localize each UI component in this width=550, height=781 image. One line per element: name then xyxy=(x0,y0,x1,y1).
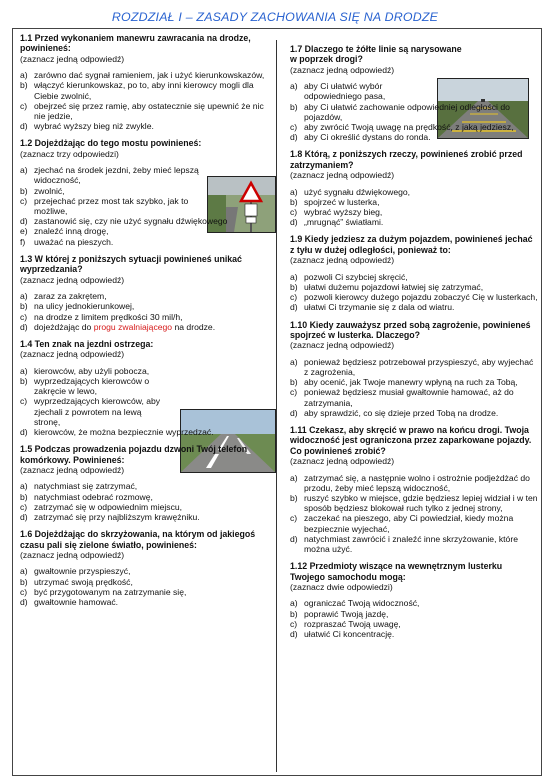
question-note: (zaznacz jedną odpowiedź) xyxy=(290,170,395,181)
answer-option[interactable]: d) aby sprawdzić, co się dzieje przed Tobą na drodze. xyxy=(290,407,499,418)
question-title: 1.4 Ten znak na jezdni ostrzega: xyxy=(20,338,154,349)
question-1-1 xyxy=(20,33,270,131)
question-note: (zaznacz jedną odpowiedź) xyxy=(290,255,395,266)
answer-option[interactable]: d) natychmiast zawrócić i znaleźć inne skrzyżowanie, które można użyć. xyxy=(290,533,518,554)
answer-option[interactable]: d) „mrugnąć” światłami. xyxy=(290,217,384,228)
question-note: (zaznacz jedną odpowiedź) xyxy=(20,349,125,360)
answer-option[interactable]: d) gwałtownie hamować. xyxy=(20,597,119,607)
question-1-12 xyxy=(290,561,538,639)
answer-option[interactable]: b) włączyć kierunkowskaz, po to, aby inni kierowcy mogli dla Ciebie zwolnić, xyxy=(20,80,254,101)
answer-option[interactable]: b) wyprzedzających kierowców o zakręcie w lewo, xyxy=(20,375,150,397)
question-1-4 xyxy=(20,339,270,437)
question-note: (zaznacz jedną odpowiedź) xyxy=(20,53,125,64)
answer-option[interactable]: c) zaczekać na pieszego, aby Ci powiedział, kiedy można bezpiecznie wyjechać, xyxy=(290,513,514,534)
question-title: 1.6 Dojeżdżając do skrzyżowania, na którym od jakiegoś czasu pali się zielone światło, powinieneś: xyxy=(20,529,256,550)
answer-option[interactable]: d) ułatwić Ci koncentrację. xyxy=(290,629,395,640)
answer-option[interactable]: e) znaleźć inną drogę, xyxy=(20,226,109,237)
answer-option[interactable]: a) zarówno dać sygnał ramieniem, jak i użyć kierunkowskazów, xyxy=(20,70,265,81)
answer-option[interactable]: c) zatrzymać się w odpowiednim miejscu, xyxy=(20,501,183,512)
answer-option[interactable]: d) dojeżdżając do progu zwalniającego na drodze. xyxy=(20,321,216,332)
question-note: (zaznacz jedną odpowiedź) xyxy=(20,464,125,475)
answer-option[interactable]: a) natychmiast się zatrzymać, xyxy=(20,481,138,492)
answer-option[interactable]: a) zaraz za zakrętem, xyxy=(20,291,107,302)
question-note: (zaznacz dwie odpowiedzi) xyxy=(290,582,393,592)
answer-option[interactable]: b) poprawić Twoją jazdę, xyxy=(290,608,389,619)
answer-option[interactable]: c) przejechać przez most tak szybko, jak to możliwe, xyxy=(20,195,189,217)
question-1-5 xyxy=(20,444,270,522)
answer-option[interactable]: a) gwałtownie przyspieszyć, xyxy=(20,566,131,577)
question-title: 1.9 Kiedy jedziesz za dużym pojazdem, powinieneś jechać z tyłu w dużej odległości, ponieważ to: xyxy=(290,234,533,255)
answer-option[interactable]: b) ułatwi dużemu pojazdowi łatwiej się zatrzymać, xyxy=(290,281,484,292)
answer-option[interactable]: d) zastanowić się, czy nie użyć sygnału dźwiękowego xyxy=(20,216,228,227)
answer-option[interactable]: c) na drodze z limitem prędkości 30 mil/h, xyxy=(20,311,183,322)
answer-option[interactable]: c) wyprzedzających kierowców, aby zjechali z powrotem na lewą stronę, xyxy=(20,396,161,427)
answer-option[interactable]: c) być przygotowanym na zatrzymanie się, xyxy=(20,586,187,597)
answer-option[interactable]: d) wybrać wyższy bieg niż zwykle. xyxy=(20,121,154,132)
answer-option[interactable]: f) uważać na pieszych. xyxy=(20,236,114,247)
answer-option[interactable]: b) ruszyć szybko w miejsce, gdzie będziesz lepiej widział i w ten sposób będziesz blokował ruch tylko z jednej strony, xyxy=(290,492,538,514)
answer-option[interactable]: c) aby zwrócić Twoją uwagę na prędkość, z jaką jedziesz, xyxy=(290,122,514,133)
question-title: 1.2 Dojeżdżając do tego mostu powinieneś: xyxy=(20,138,202,149)
question-note: (zaznacz jedną odpowiedź) xyxy=(20,549,125,560)
question-1-11 xyxy=(290,425,538,554)
question-title: 1.1 Przed wykonaniem manewru zawracania na drodze, powinieneś: xyxy=(20,33,251,54)
answer-option[interactable]: d) ułatwi Ci trzymanie się z dala od wiatru. xyxy=(290,302,455,313)
answer-option[interactable]: d) aby Ci określić dystans do ronda. xyxy=(290,132,431,143)
answer-option[interactable]: a) kierowców, aby użyli pobocza, xyxy=(20,365,150,376)
question-1-2 xyxy=(20,138,270,246)
answer-option[interactable]: d) kierowców, że można bezpiecznie wyprzedzać. xyxy=(20,426,214,437)
question-title: 1.11 Czekasz, aby skręcić w prawo na końcu drogi. Twoja widoczność jest ograniczona przez zaparkowane pojazdy. Co powinieneś zrobić? xyxy=(290,424,532,456)
answer-option[interactable]: c) obejrzeć się przez ramię, aby ostatecznie się upewnić że nic nie jedzie, xyxy=(20,100,264,122)
question-title: 1.8 Którą, z poniższych rzeczy, powinieneś zrobić przed zatrzymaniem? xyxy=(290,149,523,170)
question-title: 1.5 Podczas prowadzenia pojazdu dzwoni Twój telefon komórkowy. Powinieneś: xyxy=(20,444,248,465)
answer-option[interactable]: b) spojrzeć w lusterka, xyxy=(290,196,380,207)
question-title: 1.7 Dlaczego te żółte linie są narysowane w poprzek drogi? xyxy=(290,44,462,65)
answer-option[interactable]: b) na ulicy jednokierunkowej, xyxy=(20,301,135,312)
question-title: 1.3 W której z poniższych sytuacji powinieneś unikać wyprzedzania? xyxy=(20,253,242,275)
question-1-9 xyxy=(290,234,538,312)
answer-option[interactable]: a) zjechać na środek jezdni, żeby mieć lepszą widoczność, xyxy=(20,165,199,186)
question-title: 1.10 Kiedy zauważysz przed sobą zagrożenie, powinieneś spojrzeć w lusterka. Dlaczego? xyxy=(290,319,531,340)
answer-option[interactable]: a) aby Ci ułatwić wybór odpowiedniego pasa, xyxy=(290,81,386,102)
page-title: ROZDZIAŁ I – ZASADY ZACHOWANIA SIĘ NA DRODZE xyxy=(111,10,439,24)
highlighted-term: progu zwalniającego xyxy=(93,321,173,332)
question-1-6 xyxy=(20,529,270,607)
answer-option[interactable]: b) zwolnić, xyxy=(20,185,65,196)
question-note: (zaznacz jedną odpowiedź) xyxy=(290,64,395,75)
question-1-10 xyxy=(290,320,538,418)
question-title: 1.12 Przedmioty wiszące na wewnętrznym lusterku Twojego samochodu mogą: xyxy=(290,561,503,582)
question-note: (zaznacz jedną odpowiedź) xyxy=(20,274,125,285)
answer-option[interactable]: a) zatrzymać się, a następnie wolno i ostrożnie podjeżdżać do przodu, żeby mieć lepszą widoczność, xyxy=(290,472,530,493)
answer-option[interactable]: a) użyć sygnału dźwiękowego, xyxy=(290,186,411,197)
answer-option[interactable]: c) pozwoli kierowcy dużego pojazdu zobaczyć Cię w lusterkach, xyxy=(290,292,538,303)
answer-option[interactable]: a) ograniczać Twoją widoczność, xyxy=(290,598,420,609)
answer-option[interactable]: c) wybrać wyższy bieg, xyxy=(290,207,383,218)
column-divider xyxy=(276,40,277,772)
left-column xyxy=(20,33,270,614)
answer-option[interactable]: b) aby Ci ułatwić zachowanie odpowiedniej odległości do pojazdów, xyxy=(290,101,510,122)
question-note: (zaznacz jedną odpowiedź) xyxy=(290,456,395,467)
answer-option[interactable]: d) zatrzymać się przy najbliższym krawężniku. xyxy=(20,511,200,522)
question-1-3 xyxy=(20,254,270,332)
question-1-7 xyxy=(290,44,538,142)
question-note: (zaznacz trzy odpowiedzi) xyxy=(20,148,119,159)
question-note: (zaznacz jedną odpowiedź) xyxy=(290,340,395,351)
answer-option[interactable]: c) ponieważ będziesz musiał gwałtownie hamować, aż do zatrzymania, xyxy=(290,387,514,408)
question-1-8 xyxy=(290,149,538,227)
answer-option[interactable]: b) natychmiast odebrać rozmowę, xyxy=(20,491,153,502)
answer-option[interactable]: a) ponieważ będziesz potrzebował przyspieszyć, aby wyjechać z zagrożenia, xyxy=(290,356,534,377)
right-column xyxy=(290,44,538,646)
answer-option[interactable]: b) utrzymać swoją prędkość, xyxy=(20,576,133,587)
answer-option[interactable]: c) rozpraszać Twoją uwagę, xyxy=(290,618,401,629)
answer-option[interactable]: b) aby ocenić, jak Twoje manewry wpłyną na ruch za Tobą, xyxy=(290,377,518,388)
answer-option[interactable]: a) pozwoli Ci szybciej skręcić, xyxy=(290,271,408,282)
